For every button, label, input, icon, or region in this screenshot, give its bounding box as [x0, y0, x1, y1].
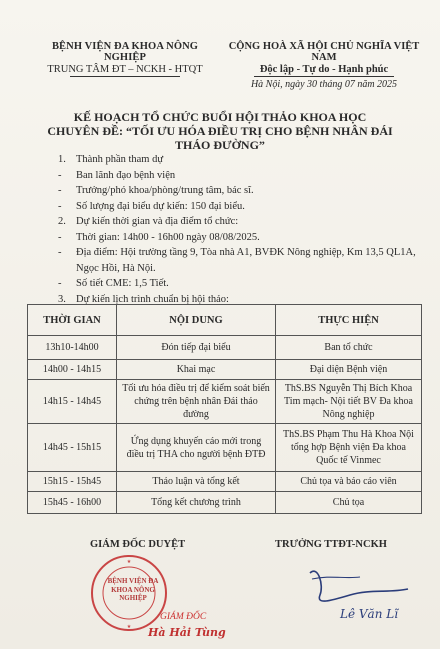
- item-text: Dự kiến lịch trình chuẩn bị hội thảo:: [76, 293, 229, 305]
- row-performer: Chủ tọa: [276, 492, 422, 514]
- document-date: Hà Nội, ngày 30 tháng 07 năm 2025: [250, 79, 398, 90]
- row-performer: Đại diện Bệnh viện: [276, 360, 422, 380]
- schedule-row: [28, 360, 422, 380]
- item-marker: 2.: [58, 216, 66, 227]
- stamp-text: BỆNH VIỆN ĐA KHOA NÔNG NGHIỆP: [107, 577, 159, 602]
- schedule-table: [27, 304, 422, 514]
- row-time: 13h10-14h00: [28, 336, 117, 360]
- approver-title: GIÁM ĐỐC DUYỆT: [90, 539, 186, 550]
- schedule-row: [28, 424, 422, 472]
- title-line-3: THÁO ĐƯỜNG”: [175, 138, 265, 152]
- item-text: Dự kiến thời gian và địa điểm tổ chức:: [76, 216, 239, 227]
- item-text: Số tiết CME: 1,5 Tiết.: [76, 278, 169, 289]
- item-marker: -: [58, 185, 62, 196]
- row-content: Thảo luận và tổng kết: [117, 472, 276, 492]
- svg-text:★: ★: [126, 559, 132, 565]
- row-time: 14h00 - 14h15: [28, 360, 117, 380]
- row-time: 14h45 - 15h15: [28, 424, 117, 472]
- row-content: Đón tiếp đại biểu: [117, 336, 276, 360]
- row-performer: ThS.BS Phạm Thu Hà Khoa Nội tổng hợp Bệnh viện Đa khoa Quốc tế Vinmec: [276, 424, 422, 472]
- section-heading: [58, 214, 428, 230]
- bullet-item: [58, 168, 428, 184]
- item-text: Địa điểm: Hội trường tầng 9, Tòa nhà A1, BVĐK Nông nghiệp, Km 13,5 QL1A, Ngọc Hồi, Hà Nội.: [76, 247, 416, 274]
- schedule-row: [28, 336, 422, 360]
- row-content: Khai mạc: [117, 360, 276, 380]
- item-marker: -: [58, 247, 62, 258]
- document-title: [40, 110, 400, 152]
- row-performer: Chủ tọa và báo cáo viên: [276, 472, 422, 492]
- center-head-title: TRƯỞNG TTĐT-NCKH: [275, 539, 387, 550]
- org-name: BỆNH VIỆN ĐA KHOA NÔNG NGHIỆP: [51, 41, 199, 63]
- item-text: Thời gian: 14h00 - 16h00 ngày 08/08/2025.: [76, 231, 260, 243]
- issuer-underline: [70, 76, 180, 77]
- item-marker: 3.: [58, 293, 66, 305]
- item-marker: -: [58, 231, 62, 243]
- row-content: Ứng dụng khuyến cáo mới trong điều trị THA cho người bệnh ĐTĐ: [117, 424, 276, 472]
- item-marker: 1.: [58, 154, 66, 165]
- row-time: 15h45 - 16h00: [28, 492, 117, 514]
- bullet-item: [58, 276, 428, 292]
- schedule-row: [28, 472, 422, 492]
- schedule-row: [28, 380, 422, 424]
- item-marker: -: [58, 278, 62, 289]
- col-header-performer: THỰC HIỆN: [276, 305, 422, 336]
- bullet-item: [58, 245, 428, 276]
- title-line-2: CHUYÊN ĐỀ: “TỐI ƯU HÓA ĐIỀU TRỊ CHO BỆNH NHÂN ĐÁI: [47, 124, 393, 138]
- plan-content: [58, 152, 428, 307]
- right-signer-name: Lê Văn Lĩ: [340, 607, 399, 621]
- signer-role: GIÁM ĐỐC: [160, 612, 207, 622]
- national-motto: Độc lập - Tự do - Hạnh phúc: [259, 64, 389, 75]
- row-content: Tối ưu hóa điều trị để kiểm soát biến chứng trên bệnh nhân Đái tháo đường: [117, 380, 276, 424]
- section-heading: [58, 152, 428, 168]
- handwritten-signature: [290, 555, 420, 635]
- row-content: Tổng kết chương trình: [117, 492, 276, 514]
- row-time: 14h15 - 14h45: [28, 380, 117, 424]
- row-performer: Ban tổ chức: [276, 336, 422, 360]
- row-performer: ThS.BS Nguyễn Thị Bích Khoa Tim mạch- Nội tiết BV Đa khoa Nông nghiệp: [276, 380, 422, 424]
- issuer-block: [30, 41, 220, 77]
- motto-underline: [254, 76, 394, 77]
- item-text: Số lượng đại biểu dự kiến: 150 đại biểu.: [76, 200, 245, 212]
- nation-name: CỘNG HOÀ XÃ HỘI CHỦ NGHĨA VIỆT NAM: [228, 41, 420, 63]
- bullet-item: [58, 230, 428, 246]
- title-line-1: KẾ HOẠCH TỔ CHỨC BUỔI HỘI THẢO KHOA HỌC: [73, 110, 367, 124]
- signer-name: Hà Hải Tùng: [148, 626, 226, 639]
- item-text: Thành phần tham dự: [76, 154, 164, 165]
- dept-name: TRUNG TÂM ĐT – NCKH - HTQT: [47, 64, 203, 75]
- bullet-item: [58, 183, 428, 199]
- national-header: [224, 41, 424, 90]
- col-header-time: THỜI GIAN: [28, 305, 117, 336]
- col-header-content: NỘI DUNG: [117, 305, 276, 336]
- schedule-row: [28, 492, 422, 514]
- row-time: 15h15 - 15h45: [28, 472, 117, 492]
- item-text: Ban lãnh đạo bệnh viện: [76, 169, 176, 181]
- bullet-item: [58, 199, 428, 215]
- svg-text:★: ★: [126, 624, 132, 630]
- schedule-header-row: [28, 305, 422, 336]
- item-marker: -: [58, 200, 62, 212]
- item-marker: -: [58, 169, 62, 181]
- item-text: Trưởng/phó khoa/phòng/trung tâm, bác sĩ.: [76, 185, 254, 196]
